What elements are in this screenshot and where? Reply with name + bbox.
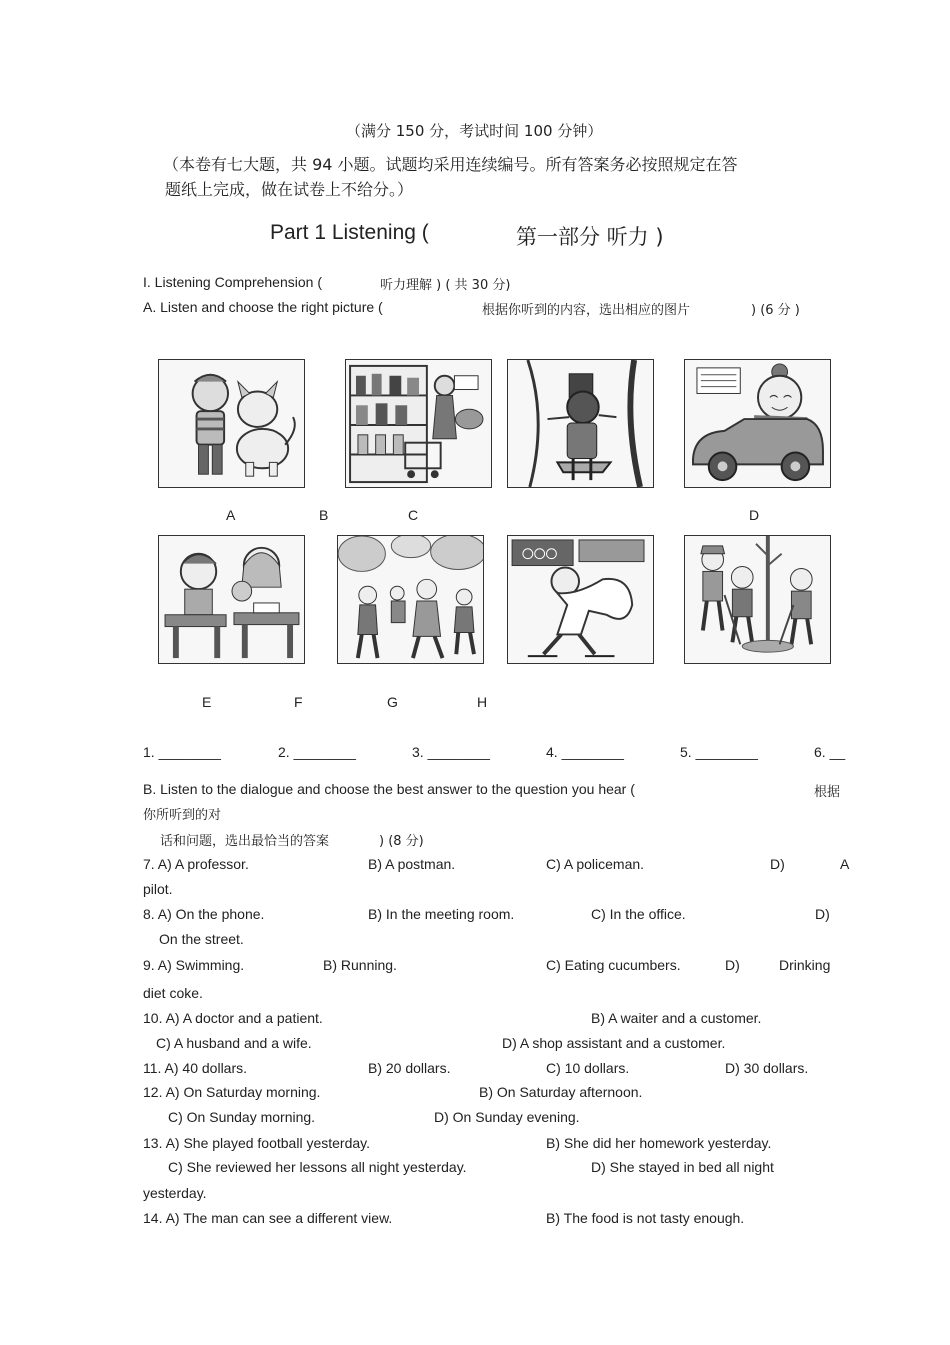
picture-letter-c: C	[408, 507, 419, 523]
picture-children-planting-tree	[684, 535, 831, 664]
picture-girl-driving-car	[684, 359, 831, 488]
answer-blank-3[interactable]: 3. ________	[412, 744, 490, 760]
question-12-option-d: D) On Sunday evening.	[434, 1109, 580, 1125]
question-11-option-d: D) 30 dollars.	[725, 1060, 809, 1076]
picture-letter-b: B	[319, 507, 329, 523]
question-10-option-c: C) A husband and a wife.	[156, 1035, 312, 1051]
question-7-option-d-wrap: pilot.	[143, 881, 173, 897]
question-12-option-b: B) On Saturday afternoon.	[479, 1084, 643, 1100]
question-13-option-a: 13. A) She played football yesterday.	[143, 1135, 370, 1151]
picture-letter-h: H	[477, 694, 488, 710]
question-8-option-b: B) In the meeting room.	[368, 906, 515, 922]
question-8-option-d: D)	[815, 906, 830, 922]
answer-blank-1[interactable]: 1. ________	[143, 744, 221, 760]
question-11-option-a: 11. A) 40 dollars.	[143, 1060, 248, 1076]
picture-swing	[507, 359, 654, 488]
question-7-option-a: 7. A) A professor.	[143, 856, 249, 872]
section-b-label-cn-line3: 话和问题，选出最恰当的答案	[160, 834, 330, 849]
question-9-option-b: B) Running.	[323, 957, 397, 973]
picture-boy-and-dog	[158, 359, 305, 488]
picture-skier	[507, 535, 654, 664]
part-title-en: Part 1 Listening (	[270, 221, 429, 244]
picture-shopping	[345, 359, 492, 488]
section-b-label-cn-line2: 你所听到的对	[143, 808, 222, 823]
answer-blank-4[interactable]: 4. ________	[546, 744, 624, 760]
question-13-option-c: C) She reviewed her lessons all night yesterday.	[168, 1159, 467, 1175]
picture-students-at-desks	[158, 535, 305, 664]
question-7-option-c: C) A policeman.	[546, 856, 645, 872]
question-12-option-c: C) On Sunday morning.	[168, 1109, 316, 1125]
section-b-label-en: B. Listen to the dialogue and choose the best answer to the question you hear (	[143, 781, 635, 797]
question-10-option-a: 10. A) A doctor and a patient.	[143, 1010, 323, 1026]
score-info: （满分 150 分，考试时间 100 分钟）	[346, 122, 603, 140]
question-8-option-c: C) In the office.	[591, 906, 686, 922]
question-14-option-a: 14. A) The man can see a different view.	[143, 1210, 393, 1226]
question-7-option-d: D)	[770, 856, 785, 872]
picture-letter-g: G	[387, 694, 398, 710]
question-13-option-d-wrap: yesterday.	[143, 1185, 207, 1201]
question-9-option-a: 9. A) Swimming.	[143, 957, 245, 973]
question-9-option-d: D)	[725, 957, 740, 973]
question-9-option-c: C) Eating cucumbers.	[546, 957, 681, 973]
picture-letter-a: A	[226, 507, 236, 523]
exam-note-line1: （本卷有七大题，共 94 小题。试题均采用连续编号。所有答案务必按照规定在答	[163, 155, 738, 174]
question-11-option-b: B) 20 dollars.	[368, 1060, 451, 1076]
answer-blank-5[interactable]: 5. ________	[680, 744, 758, 760]
question-7-option-b: B) A postman.	[368, 856, 456, 872]
picture-letter-d: D	[749, 507, 760, 523]
exam-note-line2: 题纸上完成，做在试卷上不给分。）	[165, 180, 414, 199]
answer-blank-6[interactable]: 6. __	[814, 744, 846, 760]
question-14-option-b: B) The food is not tasty enough.	[546, 1210, 745, 1226]
question-9-option-d-text: Drinking	[779, 957, 831, 973]
question-10-option-b: B) A waiter and a customer.	[591, 1010, 762, 1026]
question-8-option-a: 8. A) On the phone.	[143, 906, 265, 922]
section-i-label-cn: 听力理解 ) ( 共 30 分)	[380, 278, 511, 293]
section-i-label-en: I. Listening Comprehension (	[143, 274, 322, 290]
question-9-option-d-wrap: diet coke.	[143, 985, 203, 1001]
picture-letter-e: E	[202, 694, 212, 710]
section-a-label-en: A. Listen and choose the right picture (	[143, 299, 383, 315]
section-b-label-cn: 根据	[814, 785, 841, 800]
section-a-label-cn: 根据你听到的内容，选出相应的图片	[482, 303, 691, 318]
section-a-score: ) (6 分 )	[751, 303, 800, 318]
question-13-option-b: B) She did her homework yesterday.	[546, 1135, 772, 1151]
part-title-cn: 第一部分 听力 )	[516, 225, 664, 249]
question-13-option-d: D) She stayed in bed all night	[591, 1159, 774, 1175]
question-7-option-d-text: A	[840, 856, 850, 872]
question-10-option-d: D) A shop assistant and a customer.	[502, 1035, 726, 1051]
picture-letter-f: F	[294, 694, 303, 710]
picture-people-exercising	[337, 535, 484, 664]
question-8-option-d-wrap: On the street.	[159, 931, 244, 947]
question-12-option-a: 12. A) On Saturday morning.	[143, 1084, 321, 1100]
section-b-score: ) (8 分)	[379, 834, 424, 849]
answer-blank-2[interactable]: 2. ________	[278, 744, 356, 760]
question-11-option-c: C) 10 dollars.	[546, 1060, 630, 1076]
